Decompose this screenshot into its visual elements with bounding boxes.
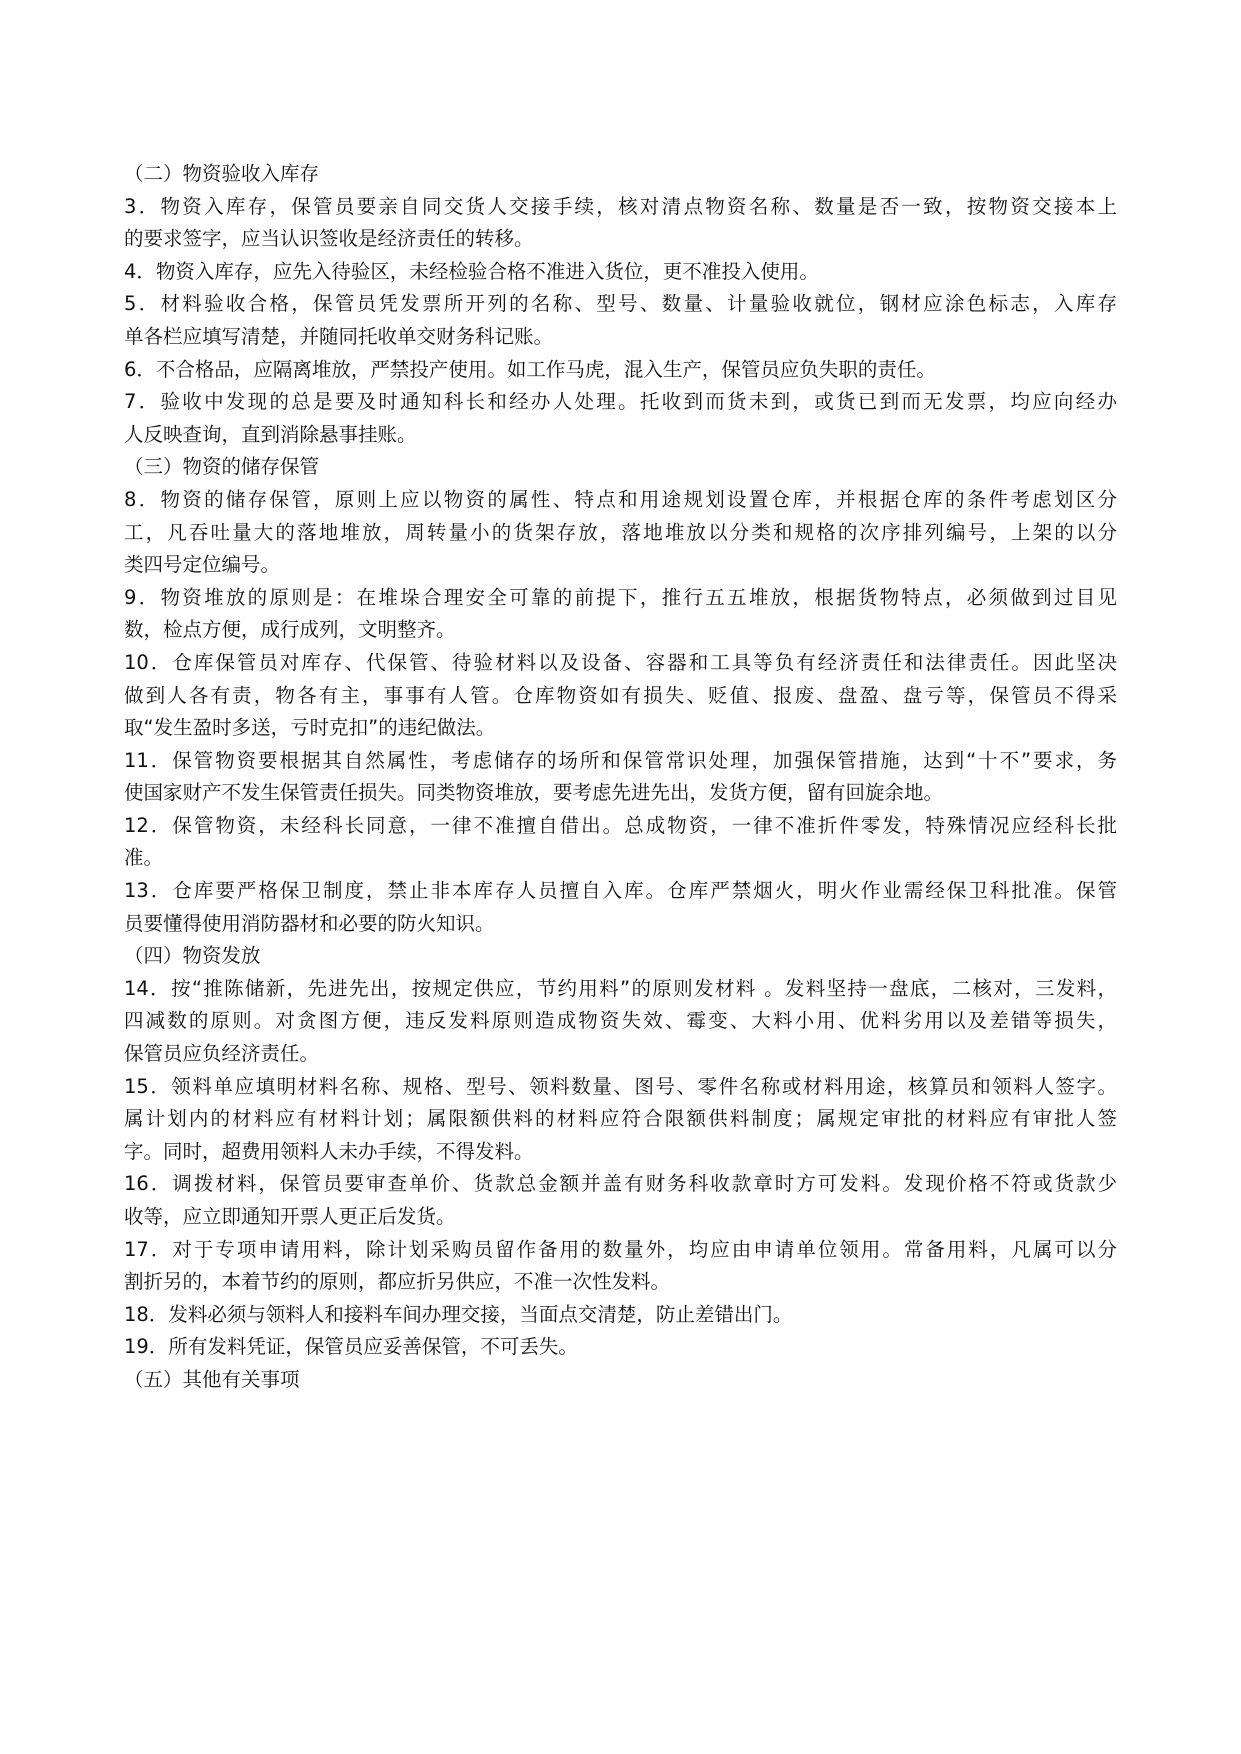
text-line: 使国家财产不发生保管责任损失。同类物资堆放，要考虑先进先出，发货方便，留有回旋余地。 (124, 781, 944, 805)
text-line: 4．物资入库存，应先入待验区，未经检验合格不准进入货位，更不准投入使用。 (124, 259, 819, 283)
text-line: 四减数的原则。对贪图方便，违反发料原则造成物资失效、霉变、大料小用、优料劣用以及差错等损失， (124, 1009, 1117, 1033)
text-line: （三）物资的储存保管 (124, 455, 320, 479)
text-line: 类四号定位编号。 (124, 553, 281, 577)
text-line: 工，凡吞吐量大的落地堆放，周转量小的货架存放，落地堆放以分类和规格的次序排列编号，上架的以分 (124, 520, 1117, 544)
text-line: 人反映查询，直到消除悬事挂账。 (124, 422, 417, 446)
text-line: 割折另的，本着节约的原则，都应折另供应，不准一次性发料。 (124, 1270, 671, 1294)
text-line: 的要求签字，应当认识签收是经济责任的转移。 (124, 227, 534, 251)
text-line: 3．物资入库存，保管员要亲自同交货人交接手续，核对清点物资名称、数量是否一致，按物资交接本上 (124, 194, 1117, 218)
text-line: 做到人各有责，物各有主，事事有人管。仓库物资如有损失、贬值、报废、盘盈、盘亏等，保管员不得采 (124, 683, 1117, 707)
text-line: （四）物资发放 (124, 944, 261, 968)
text-line: 15．领料单应填明材料名称、规格、型号、领料数量、图号、零件名称或材料用途，核算员和领料人签字。 (124, 1074, 1117, 1098)
text-line: 17．对于专项申请用料，除计划采购员留作备用的数量外，均应由申请单位领用。常备用料，凡属可以分 (124, 1237, 1117, 1261)
text-line: 11．保管物资要根据其自然属性，考虑储存的场所和保管常识处理，加强保管措施，达到“十不”要求，务 (124, 748, 1117, 772)
text-line: 属计划内的材料应有材料计划；属限额供料的材料应符合限额供料制度；属规定审批的材料应有审批人签 (124, 1107, 1117, 1131)
text-line: 19．所有发料凭证，保管员应妥善保管，不可丢失。 (124, 1335, 578, 1359)
text-line: 14．按“推陈储新，先进先出，按规定供应，节约用料”的原则发材料 。发料坚持一盘底，二核对，三发料， (124, 976, 1117, 1000)
text-line: 10．仓库保管员对库存、代保管、待验材料以及设备、容器和工具等负有经济责任和法律责任。因此坚决 (124, 650, 1117, 674)
text-line: （五）其他有关事项 (124, 1367, 300, 1391)
text-line: 6．不合格品，应隔离堆放，严禁投产使用。如工作马虎，混入生产，保管员应负失职的责任。 (124, 357, 936, 381)
text-line: 5．材料验收合格，保管员凭发票所开列的名称、型号、数量、计量验收就位，钢材应涂色标志，入库存 (124, 292, 1117, 316)
text-line: 9．物资堆放的原则是：在堆垛合理安全可靠的前提下，推行五五堆放，根据货物特点，必须做到过目见 (124, 585, 1117, 609)
text-line: 准。 (124, 846, 164, 870)
text-line: 字。同时，超费用领料人未办手续，不得发料。 (124, 1139, 534, 1163)
text-line: 单各栏应填写清楚，并随同托收单交财务科记账。 (124, 324, 554, 348)
text-line: 8．物资的储存保管，原则上应以物资的属性、特点和用途规划设置仓库，并根据仓库的条件考虑划区分 (124, 487, 1117, 511)
text-line: 16．调拨材料，保管员要审查单价、货款总金额并盖有财务科收款章时方可发料。发现价格不符或货款少 (124, 1172, 1117, 1196)
text-line: 收等，应立即通知开票人更正后发货。 (124, 1205, 456, 1228)
text-line: 18．发料必须与领料人和接料车间办理交接，当面点交清楚，防止差错出门。 (124, 1302, 793, 1326)
text-line: 取“发生盈时多送，亏时克扣”的违纪做法。 (124, 716, 496, 740)
text-line: 数，检点方便，成行成列，文明整齐。 (124, 618, 456, 642)
text-line: 员要懂得使用消防器材和必要的防火知识。 (124, 911, 495, 935)
document-body (124, 158, 1117, 1397)
text-line: 保管员应负经济责任。 (124, 1042, 320, 1066)
text-line: 12．保管物资，未经科长同意，一律不准擅自借出。总成物资，一律不准折件零发，特殊情况应经科长批 (124, 813, 1117, 837)
text-line: 7．验收中发现的总是要及时通知科长和经办人处理。托收到而货未到，或货已到而无发票，均应向经办 (124, 390, 1117, 414)
text-line: 13．仓库要严格保卫制度，禁止非本库存人员擅自入库。仓库严禁烟火，明火作业需经保卫科批准。保管 (124, 879, 1117, 903)
text-line: （二）物资验收入库存 (124, 162, 320, 185)
